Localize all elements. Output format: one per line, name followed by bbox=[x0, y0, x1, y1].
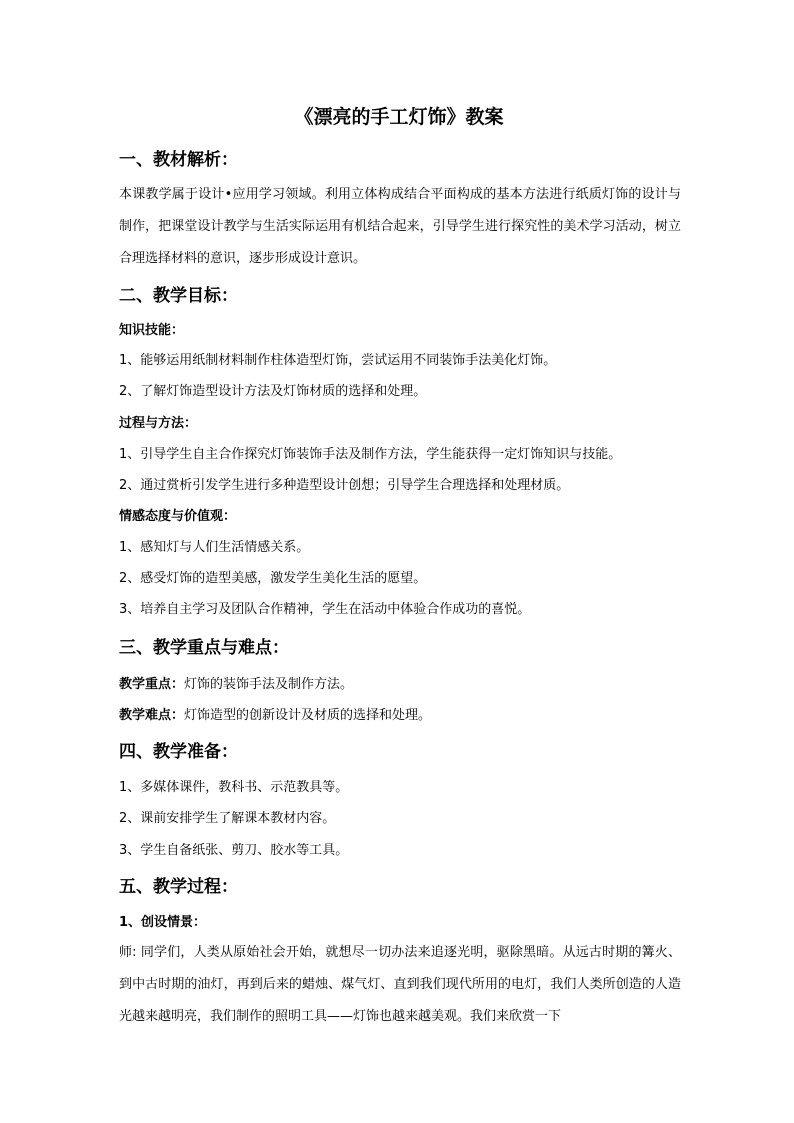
difficulty-text: 灯饰造型的创新设计及材质的选择和处理。 bbox=[184, 708, 432, 723]
difficulty-label: 教学难点： bbox=[119, 708, 185, 723]
subheading-process: 过程与方法： bbox=[119, 416, 198, 431]
key-point-label: 教学重点： bbox=[119, 677, 185, 692]
document-title: 《漂亮的手工灯饰》教案 bbox=[294, 106, 504, 128]
subheading-scenario: 1、创设情景： bbox=[119, 915, 207, 930]
process-item: 1、引导学生自主合作探究灯饰装饰手法及制作方法，学生能获得一定灯饰知识与技能。 bbox=[119, 447, 622, 462]
section-heading-key-points: 三、教学重点与难点： bbox=[119, 638, 289, 658]
section-heading-process: 五、教学过程： bbox=[119, 877, 238, 897]
preparation-item: 1、多媒体课件，教科书、示范教具等。 bbox=[119, 780, 349, 795]
key-point-line bbox=[119, 675, 353, 695]
process-item: 2、通过赏析引发学生进行多种造型设计创想；引导学生合理选择和处理材质。 bbox=[119, 478, 570, 493]
emotion-item: 3、培养自主学习及团队合作精神，学生在活动中体验合作成功的喜悦。 bbox=[119, 602, 531, 617]
difficulty-line bbox=[119, 706, 431, 726]
section-heading-objectives: 二、教学目标： bbox=[119, 286, 238, 306]
analysis-paragraph: 本课教学属于设计•应用学习领域。利用立体构成结合平面构成的基本方法进行纸质灯饰的设计与制作，把课堂设计教学与生活实际运用有机结合起来，引导学生进行探究性的美术学习活动，树立合理选择材料的意识，逐步形成设计意识。 bbox=[119, 187, 681, 266]
emotion-item: 1、感知灯与人们生活情感关系。 bbox=[119, 540, 310, 555]
preparation-item: 2、课前安排学生了解课本教材内容。 bbox=[119, 811, 336, 826]
subheading-emotion: 情感态度与价值观： bbox=[119, 509, 237, 524]
emotion-item: 2、感受灯饰的造型美感，激发学生美化生活的愿望。 bbox=[119, 571, 427, 586]
section-heading-preparation: 四、教学准备： bbox=[119, 742, 238, 762]
scenario-paragraph: 师: 同学们，人类从原始社会开始，就想尽一切办法来追逐光明，驱除黑暗。从远古时期的篝火、到中古时期的油灯，再到后来的蜡烛、煤气灯、直到我们现代所用的电灯，我们人类所创造的人造光越来越明亮，我们制作的照明工具——灯饰也越来越美观。我们来欣赏一下 bbox=[119, 945, 681, 1024]
knowledge-item: 2、了解灯饰造型设计方法及灯饰材质的选择和处理。 bbox=[119, 384, 427, 399]
section-heading-analysis: 一、教材解析： bbox=[119, 150, 238, 170]
key-point-text: 灯饰的装饰手法及制作方法。 bbox=[184, 677, 354, 692]
knowledge-item: 1、能够运用纸制材料制作柱体造型灯饰，尝试运用不同装饰手法美化灯饰。 bbox=[119, 353, 557, 368]
subheading-knowledge: 知识技能： bbox=[119, 323, 185, 338]
preparation-item: 3、学生自备纸张、剪刀、胶水等工具。 bbox=[119, 843, 349, 858]
